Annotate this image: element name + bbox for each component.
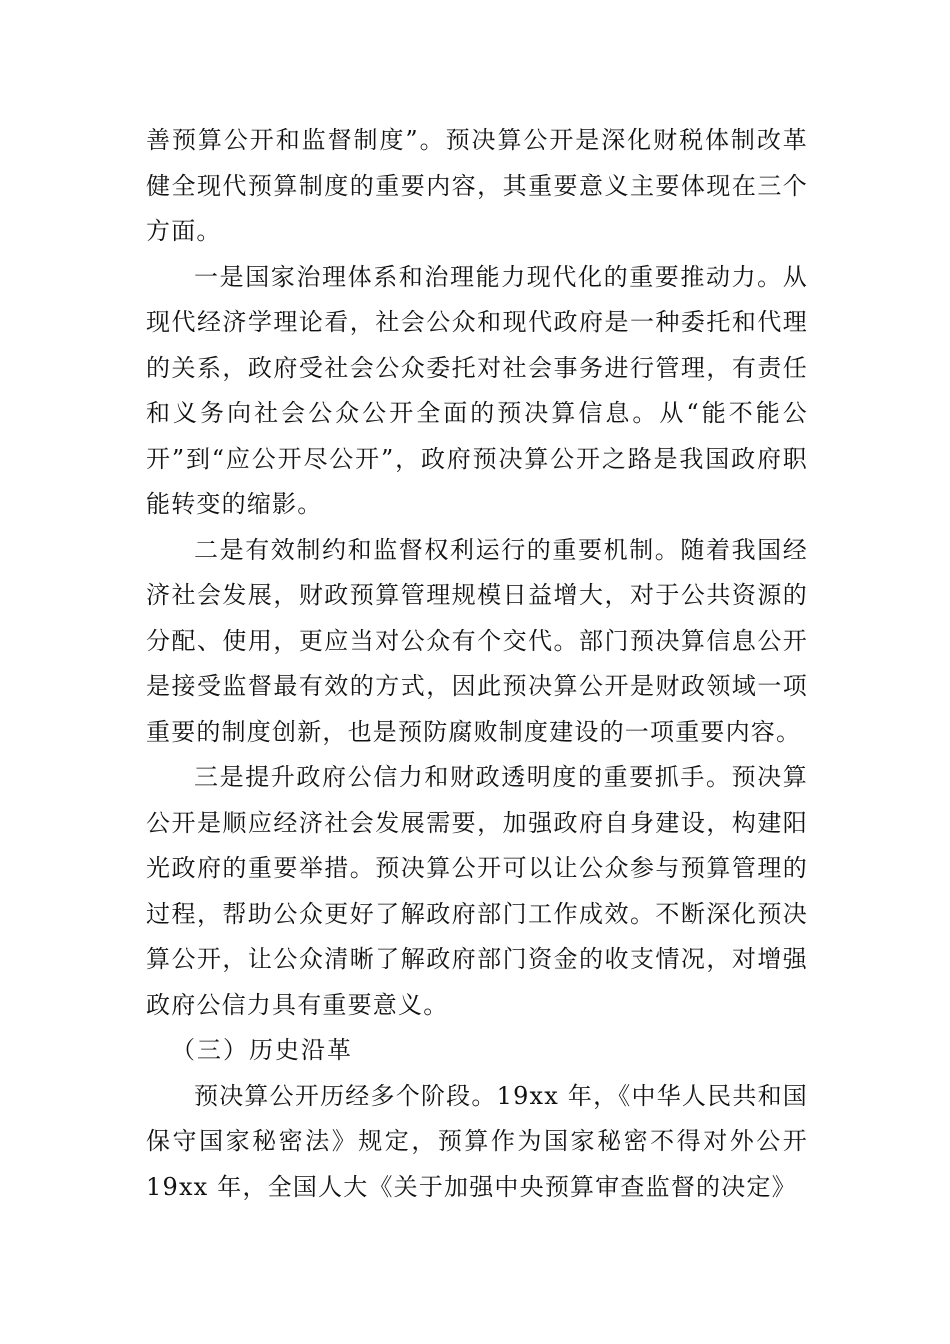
section-heading-history: （三）历史沿革 [171, 1036, 353, 1064]
paragraph-point-one: 一是国家治理体系和治理能力现代化的重要推动力。从现代经济学理论看，社会公众和现代政府是一种委托和代理的关系，政府受社会公众委托对社会事务进行管理，有责任和义务向社会公众公开全面的预决算信息。从“能不能公开”到“应公开尽公开”，政府预决算公开之路是我国政府职能转变的缩影。 [146, 262, 808, 518]
paragraph-point-three: 三是提升政府公信力和财政透明度的重要抓手。预决算公开是顺应经济社会发展需要，加强政府自身建设，构建阳光政府的重要举措。预决算公开可以让公众参与预算管理的过程，帮助公众更好了解政府部门工作成效。不断深化预决算公开，让公众清晰了解政府部门资金的收支情况，对增强政府公信力具有重要意义。 [146, 763, 808, 1019]
paragraph-history: 预决算公开历经多个阶段。19xx 年，《中华人民共和国保守国家秘密法》规定，预算作为国家秘密不得对外公开19xx 年，全国人大《关于加强中央预算审查监督的决定》 [146, 1081, 808, 1201]
paragraph-continuation: 善预算公开和监督制度”。预决算公开是深化财税体制改革健全现代预算制度的重要内容，其重要意义主要体现在三个方面。 [146, 126, 808, 245]
document-page [146, 118, 808, 1210]
paragraph-point-two: 二是有效制约和监督权利运行的重要机制。随着我国经济社会发展，财政预算管理规模日益增大，对于公共资源的分配、使用，更应当对公众有个交代。部门预决算信息公开是接受监督最有效的方式，因此预决算公开是财政领域一项重要的制度创新，也是预防腐败制度建设的一项重要内容。 [146, 535, 808, 746]
